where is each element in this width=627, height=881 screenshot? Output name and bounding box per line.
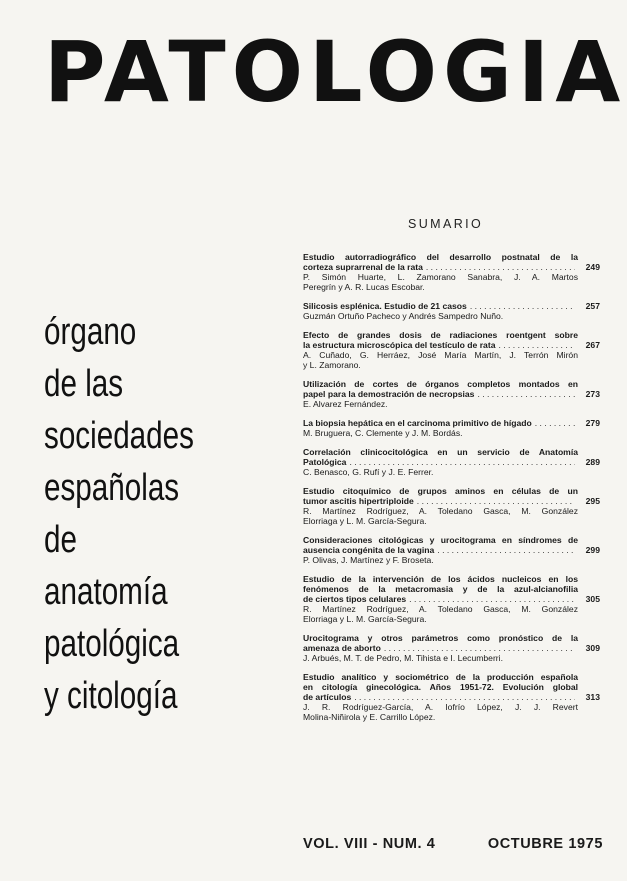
leader-dots bbox=[477, 389, 575, 399]
toc-entry bbox=[303, 535, 600, 565]
toc-title-text: de artículos bbox=[303, 692, 352, 702]
motto-line: patológica bbox=[44, 623, 180, 665]
issue-info bbox=[303, 836, 603, 852]
toc-page-number: 289 bbox=[585, 457, 600, 467]
toc-entry-authors: Peregrín y A. R. Lucas Escobar. bbox=[303, 282, 425, 292]
toc-title-text: La biopsia hepática en el carcinoma primitivo de hígado bbox=[303, 418, 532, 428]
toc-page-number: 309 bbox=[585, 643, 600, 653]
toc-page-number: 299 bbox=[585, 545, 600, 555]
toc-title-text: Estudio de la intervención de los ácidos nucleicos en los bbox=[303, 574, 578, 584]
toc-page-number: 295 bbox=[585, 496, 600, 506]
toc-entry-authors: R. Martínez Rodríguez, A. Toledano Gasca, M. González bbox=[303, 506, 578, 516]
toc-entry-authors: J. R. Rodríguez-García, A. Iofrío López, J. J. Revert bbox=[303, 702, 578, 712]
leader-dots bbox=[426, 262, 575, 272]
toc-entry-title bbox=[303, 496, 600, 506]
toc-entry-authors: Guzmán Ortuño Pacheco y Andrés Sampedro Nuño. bbox=[303, 311, 504, 321]
toc-entry-title bbox=[303, 545, 600, 555]
toc-page-number: 313 bbox=[585, 692, 600, 702]
toc-title-text: tumor ascitis hipertriploide bbox=[303, 496, 414, 506]
toc-title-text: papel para la demostración de necropsias bbox=[303, 389, 475, 399]
toc-entry bbox=[303, 252, 600, 292]
motto-line: de bbox=[44, 519, 77, 561]
toc-title-text: Correlación clinicocitológica en un servicio de Anatomía bbox=[303, 447, 578, 457]
toc-entry bbox=[303, 379, 600, 409]
toc-entry bbox=[303, 486, 600, 526]
toc-entry-authors: C. Benasco, G. Rufí y J. E. Ferrer. bbox=[303, 467, 434, 477]
toc-title-text: Estudio autorradiográfico del desarrollo postnatal de la bbox=[303, 252, 578, 262]
motto-line: de las bbox=[44, 363, 124, 405]
toc-entry-title bbox=[303, 633, 600, 643]
toc-title-text: ausencia congénita de la vagina bbox=[303, 545, 435, 555]
toc-entry bbox=[303, 672, 600, 722]
leader-dots bbox=[470, 301, 575, 311]
motto-line: españolas bbox=[44, 467, 180, 509]
toc-entry-authors: R. Martínez Rodríguez, A. Toledano Gasca, M. González bbox=[303, 604, 578, 614]
toc-entry-title bbox=[303, 692, 600, 702]
leader-dots bbox=[535, 418, 575, 428]
toc-title-text: la estructura microscópica del testículo de rata bbox=[303, 340, 496, 350]
toc-entry bbox=[303, 574, 600, 624]
toc-page-number: 305 bbox=[585, 594, 600, 604]
motto-line: órgano bbox=[44, 311, 137, 353]
leader-dots bbox=[437, 545, 575, 555]
motto-line: y citología bbox=[44, 675, 178, 717]
leader-dots bbox=[409, 594, 575, 604]
toc-entry-title bbox=[303, 584, 600, 594]
toc-entry-title bbox=[303, 252, 600, 262]
toc-entry-authors: Molina-Niñirola y E. Carrillo López. bbox=[303, 712, 436, 722]
toc-entry-title bbox=[303, 682, 600, 692]
toc-entry-authors: Elorriaga y L. M. García-Segura. bbox=[303, 516, 427, 526]
issue-date: OCTUBRE 1975 bbox=[487, 836, 603, 852]
toc-entry bbox=[303, 330, 600, 370]
leader-dots bbox=[354, 692, 575, 702]
toc-title-text: corteza suprarrenal de la rata bbox=[303, 262, 423, 272]
toc-entry-title bbox=[303, 262, 600, 272]
toc-entry bbox=[303, 301, 600, 321]
toc-entry-authors: M. Bruguera, C. Clemente y J. M. Bordás. bbox=[303, 428, 463, 438]
toc-page-number: 249 bbox=[585, 262, 600, 272]
toc-entry-title bbox=[303, 418, 600, 428]
toc-title-text: fenómenos de la metacromasia y de la azul-alcianofilia bbox=[303, 584, 578, 594]
toc-entry-authors: P. Olivas, J. Martínez y F. Broseta. bbox=[303, 555, 434, 565]
toc-entry-title bbox=[303, 379, 600, 389]
toc-title-text: Consideraciones citológicas y urocitograma en síndromes de bbox=[303, 535, 578, 545]
toc-entry-title bbox=[303, 486, 600, 496]
toc-entry bbox=[303, 447, 600, 477]
toc-entry-title bbox=[303, 340, 600, 350]
toc-entry-title bbox=[303, 643, 600, 653]
journal-title: PATOLOGIA bbox=[44, 23, 627, 121]
toc-entry-title bbox=[303, 330, 600, 340]
motto-line: anatomía bbox=[44, 571, 168, 613]
toc-title-text: Estudio analítico y sociométrico de la producción española bbox=[303, 672, 578, 682]
toc-page-number: 257 bbox=[585, 301, 600, 311]
toc-entry-authors: P. Simón Huarte, L. Zamorano Sanabra, J. A. Martos bbox=[303, 272, 578, 282]
toc-entry-title bbox=[303, 672, 600, 682]
toc-entry bbox=[303, 418, 600, 438]
toc-page-number: 267 bbox=[585, 340, 600, 350]
toc-title-text: Silicosis esplénica. Estudio de 21 casos bbox=[303, 301, 467, 311]
toc-title-text: Urocitograma y otros parámetros como pronóstico de la bbox=[303, 633, 578, 643]
toc-entry-title bbox=[303, 301, 600, 311]
toc-title-text: amenaza de aborto bbox=[303, 643, 381, 653]
sumario-heading: SUMARIO bbox=[408, 217, 484, 231]
toc-title-text: Utilización de cortes de órganos completos montados en bbox=[303, 379, 578, 389]
toc-entry-authors: y L. Zamorano. bbox=[303, 360, 361, 370]
toc-entry bbox=[303, 633, 600, 663]
toc-entry-title bbox=[303, 535, 600, 545]
toc-entry-title bbox=[303, 447, 600, 457]
toc-entry-title bbox=[303, 574, 600, 584]
leader-dots bbox=[384, 643, 575, 653]
issue-volume: VOL. VIII - NUM. 4 bbox=[303, 836, 436, 852]
toc-title-text: Estudio citoquímico de grupos aminos en células de un bbox=[303, 486, 578, 496]
toc-entry-title bbox=[303, 389, 600, 399]
toc-title-text: Patológica bbox=[303, 457, 347, 467]
toc-entry-authors: J. Arbués, M. T. de Pedro, M. Tihista e I. Lecumberri. bbox=[303, 653, 503, 663]
leader-dots bbox=[349, 457, 575, 467]
table-of-contents bbox=[303, 252, 600, 731]
leader-dots bbox=[417, 496, 575, 506]
journal-motto bbox=[44, 306, 216, 722]
toc-entry-title bbox=[303, 594, 600, 604]
toc-title-text: de ciertos tipos celulares bbox=[303, 594, 407, 604]
motto-line: sociedades bbox=[44, 415, 194, 457]
leader-dots bbox=[498, 340, 575, 350]
toc-title-text: en citología ginecológica. Años 1951-72. Evolución global bbox=[303, 682, 578, 692]
toc-entry-authors: A. Cuñado, G. Herráez, José María Martín, J. Terrón Mirón bbox=[303, 350, 578, 360]
toc-entry-authors: Elorriaga y L. M. García-Segura. bbox=[303, 614, 427, 624]
toc-title-text: Efecto de grandes dosis de radiaciones roentgent sobre bbox=[303, 330, 578, 340]
toc-page-number: 273 bbox=[585, 389, 600, 399]
toc-page-number: 279 bbox=[585, 418, 600, 428]
toc-entry-title bbox=[303, 457, 600, 467]
toc-entry-authors: E. Alvarez Fernández. bbox=[303, 399, 388, 409]
